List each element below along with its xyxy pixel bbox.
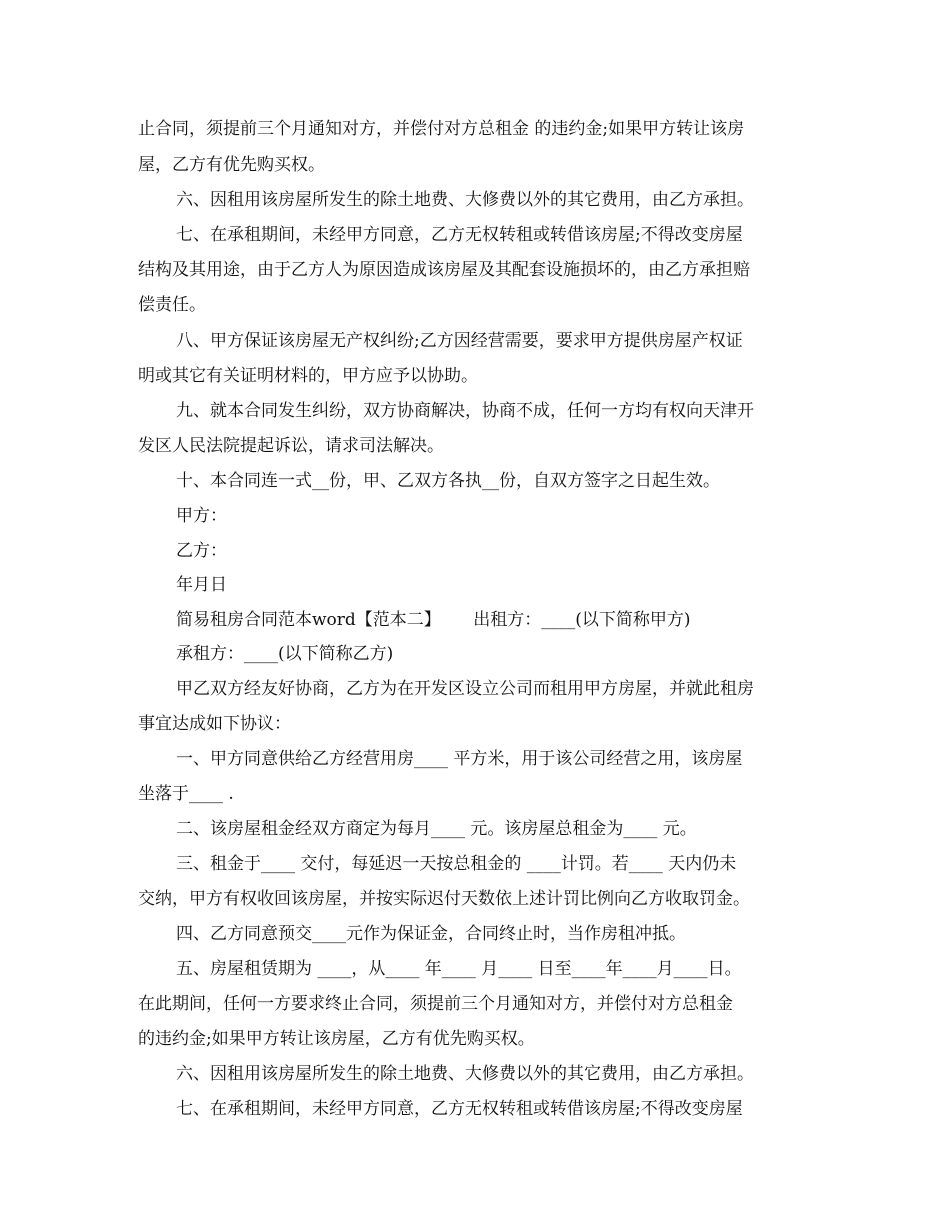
text-line: 交纳，甲方有权收回该房屋，并按实际迟付天数依上述计罚比例向乙方收取罚金。 bbox=[138, 889, 750, 909]
text-line: 坐落于____ . bbox=[138, 784, 234, 804]
text-line: 九、就本合同发生纠纷，双方协商解决，协商不成，任何一方均有权向天津开 bbox=[176, 401, 754, 421]
text-line: 事宜达成如下协议： bbox=[138, 714, 291, 734]
text-line: 三、租金于____ 交付，每延迟一天按总租金的 ____计罚。若____ 天内仍未 bbox=[176, 854, 737, 874]
text-line: 五、房屋租赁期为 ____，从____ 年____ 月____ 日至____年____月____日。 bbox=[176, 959, 742, 979]
text-line: 偿责任。 bbox=[138, 295, 206, 315]
text-line: 一、甲方同意供给乙方经营用房____ 平方米，用于该公司经营之用，该房屋 bbox=[176, 749, 743, 769]
section-heading: 简易租房合同范本word【范本二】 出租方：____(以下简称甲方) bbox=[176, 610, 691, 630]
text-line: 发区人民法院提起诉讼，请求司法解决。 bbox=[138, 436, 444, 456]
text-line: 七、在承租期间，未经甲方同意，乙方无权转租或转借该房屋;不得改变房屋 bbox=[176, 225, 743, 245]
signature-date: 年月日 bbox=[176, 575, 227, 595]
text-line: 四、乙方同意预交____元作为保证金，合同终止时，当作房租冲抵。 bbox=[176, 924, 686, 944]
text-line: 甲乙双方经友好协商，乙方为在开发区设立公司而租用甲方房屋，并就此租房 bbox=[176, 679, 754, 699]
text-line: 明或其它有关证明材料的，甲方应予以协助。 bbox=[138, 366, 478, 386]
text-line: 屋，乙方有优先购买权。 bbox=[138, 155, 325, 175]
text-line: 八、甲方保证该房屋无产权纠纷;乙方因经营需要，要求甲方提供房屋产权证 bbox=[176, 331, 743, 351]
text-line: 结构及其用途，由于乙方人为原因造成该房屋及其配套设施损坏的，由乙方承担赔 bbox=[138, 260, 750, 280]
text-line: 的违约金;如果甲方转让该房屋，乙方有优先购买权。 bbox=[138, 1029, 535, 1049]
text-line: 在此期间，任何一方要求终止合同，须提前三个月通知对方，并偿付对方总租金 bbox=[138, 994, 733, 1014]
text-line: 十、本合同连一式__份，甲、乙双方各执__份，自双方签字之日起生效。 bbox=[176, 471, 720, 491]
text-line: 承租方：____(以下简称乙方) bbox=[176, 644, 394, 664]
signature-party-a: 甲方： bbox=[176, 506, 227, 526]
text-line: 二、该房屋租金经双方商定为每月____ 元。该房屋总租金为____ 元。 bbox=[176, 819, 697, 839]
text-line: 六、因租用该房屋所发生的除土地费、大修费以外的其它费用，由乙方承担。 bbox=[176, 190, 754, 210]
signature-party-b: 乙方： bbox=[176, 541, 227, 561]
text-line: 七、在承租期间，未经甲方同意，乙方无权转租或转借该房屋;不得改变房屋 bbox=[176, 1099, 743, 1119]
text-line: 止合同，须提前三个月通知对方，并偿付对方总租金 的违约金;如果甲方转让该房 bbox=[138, 119, 745, 139]
text-line: 六、因租用该房屋所发生的除土地费、大修费以外的其它费用，由乙方承担。 bbox=[176, 1064, 754, 1084]
